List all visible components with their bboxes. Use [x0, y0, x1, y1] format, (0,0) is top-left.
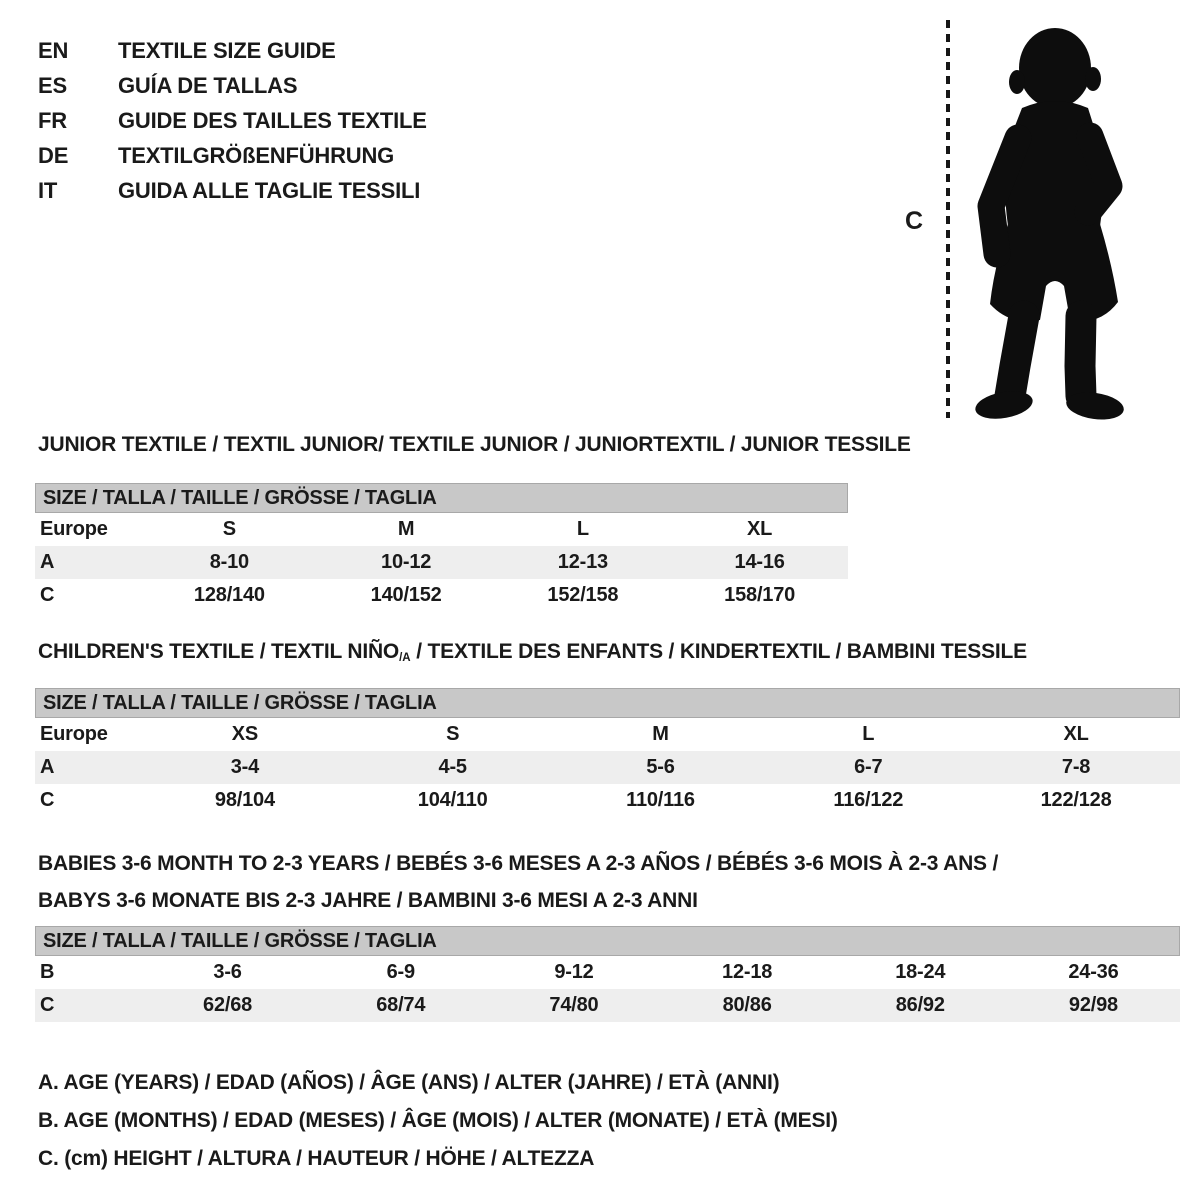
size-cell: 152/158: [547, 584, 619, 606]
size-cell: 12-18: [722, 961, 773, 983]
junior-section-title: JUNIOR TEXTILE / TEXTIL JUNIOR/ TEXTILE JUNIOR / JUNIORTEXTIL / JUNIOR TESSILE: [38, 433, 911, 456]
language-code: EN: [38, 38, 69, 63]
language-title: TEXTILE SIZE GUIDE: [118, 38, 336, 63]
header-language-list: [38, 33, 427, 208]
language-code: ES: [38, 73, 67, 98]
table-row: [35, 579, 848, 612]
language-code: IT: [38, 178, 58, 203]
table-row: [35, 784, 1180, 817]
size-cell: 86/92: [895, 994, 945, 1016]
size-cell: 116/122: [833, 789, 904, 811]
table-row: [35, 513, 848, 546]
size-header-bar: SIZE / TALLA / TAILLE / GRÖSSE / TAGLIA: [35, 483, 848, 513]
language-code: DE: [38, 143, 69, 168]
toddler-silhouette-icon: [962, 24, 1134, 422]
size-cell: 158/170: [724, 584, 796, 606]
babies-title-line2: BABYS 3-6 MONATE BIS 2-3 JAHRE / BAMBINI 3-6 MESI A 2-3 ANNI: [38, 889, 698, 912]
babies-size-table: [35, 926, 1180, 1022]
size-cell: 9-12: [554, 961, 594, 983]
children-title-text: CHILDREN'S TEXTILE / TEXTIL NIÑO: [38, 640, 400, 663]
language-row: [38, 103, 427, 138]
size-cell: L: [576, 518, 589, 540]
size-cell: 6-7: [854, 756, 883, 778]
row-label: A: [40, 756, 55, 778]
size-cell: 18-24: [895, 961, 946, 983]
table-row: [35, 956, 1180, 989]
table-row: [35, 546, 848, 579]
legend-line-c: C. (cm) HEIGHT / ALTURA / HAUTEUR / HÖHE / ALTEZZA: [38, 1147, 595, 1170]
size-cell: 10-12: [381, 551, 432, 573]
size-cell: 6-9: [386, 961, 415, 983]
size-header-bar: SIZE / TALLA / TAILLE / GRÖSSE / TAGLIA: [35, 926, 1180, 956]
language-row: [38, 33, 427, 68]
size-cell: 74/80: [549, 994, 599, 1016]
size-cell: 12-13: [557, 551, 608, 573]
junior-size-table: [35, 483, 848, 612]
row-label: C: [40, 994, 55, 1016]
height-measure-label: C: [905, 207, 923, 235]
size-cell: 128/140: [193, 584, 265, 606]
size-cell: 4-5: [438, 756, 467, 778]
children-title-text: / TEXTILE DES ENFANTS / KINDERTEXTIL / BAMBINI TESSILE: [410, 640, 1027, 663]
language-row: [38, 68, 427, 103]
size-cell: XL: [747, 518, 773, 540]
language-code: FR: [38, 108, 67, 133]
legend: [38, 1064, 838, 1178]
language-title: TEXTILGRÖßENFÜHRUNG: [118, 143, 395, 168]
language-title: GUIDA ALLE TAGLIE TESSILI: [118, 178, 421, 203]
size-cell: 8-10: [209, 551, 249, 573]
legend-line-b: B. AGE (MONTHS) / EDAD (MESES) / ÂGE (MOIS) / ALTER (MONATE) / ETÀ (MESI): [38, 1109, 838, 1132]
row-label: C: [40, 584, 55, 606]
table-row: [35, 751, 1180, 784]
row-label: Europe: [40, 723, 108, 745]
row-label: A: [40, 551, 55, 573]
size-cell: 62/68: [203, 994, 253, 1016]
size-cell: 104/110: [417, 789, 488, 811]
size-cell: 122/128: [1040, 789, 1112, 811]
babies-title-line1: BABIES 3-6 MONTH TO 2-3 YEARS / BEBÉS 3-6 MESES A 2-3 AÑOS / BÉBÉS 3-6 MOIS À 2-3 ANS /: [38, 852, 999, 875]
size-cell: 98/104: [214, 789, 275, 811]
height-dashed-line: [946, 20, 950, 418]
size-cell: 140/152: [370, 584, 442, 606]
size-cell: 68/74: [376, 994, 426, 1016]
size-cell: M: [397, 518, 415, 540]
row-label: C: [40, 789, 55, 811]
size-cell: S: [222, 518, 236, 540]
size-cell: 24-36: [1068, 961, 1119, 983]
size-cell: M: [652, 723, 669, 745]
size-header-bar: SIZE / TALLA / TAILLE / GRÖSSE / TAGLIA: [35, 688, 1180, 718]
row-label: B: [40, 961, 55, 983]
size-cell: XS: [231, 723, 259, 745]
row-label: Europe: [40, 518, 108, 540]
size-cell: L: [862, 723, 875, 745]
size-cell: 80/86: [722, 994, 772, 1016]
size-cell: 14-16: [734, 551, 785, 573]
size-cell: 5-6: [646, 756, 675, 778]
size-cell: 110/116: [626, 789, 695, 811]
legend-line-a: A. AGE (YEARS) / EDAD (AÑOS) / ÂGE (ANS) / ALTER (JAHRE) / ETÀ (ANNI): [38, 1071, 780, 1094]
size-cell: 3-6: [213, 961, 242, 983]
size-cell: 3-4: [230, 756, 260, 778]
language-title: GUIDE DES TAILLES TEXTILE: [118, 108, 427, 133]
children-title-subscript: /A: [399, 652, 411, 664]
children-section-title: [38, 640, 1027, 664]
language-title: GUÍA DE TALLAS: [118, 73, 298, 98]
table-row: [35, 718, 1180, 751]
size-cell: XL: [1063, 723, 1089, 745]
size-cell: S: [446, 723, 460, 745]
babies-section-title: [38, 845, 998, 919]
size-cell: 7-8: [1061, 756, 1091, 778]
table-row: [35, 989, 1180, 1022]
size-cell: 92/98: [1068, 994, 1118, 1016]
language-row: [38, 173, 427, 208]
language-row: [38, 138, 427, 173]
children-size-table: [35, 688, 1180, 817]
